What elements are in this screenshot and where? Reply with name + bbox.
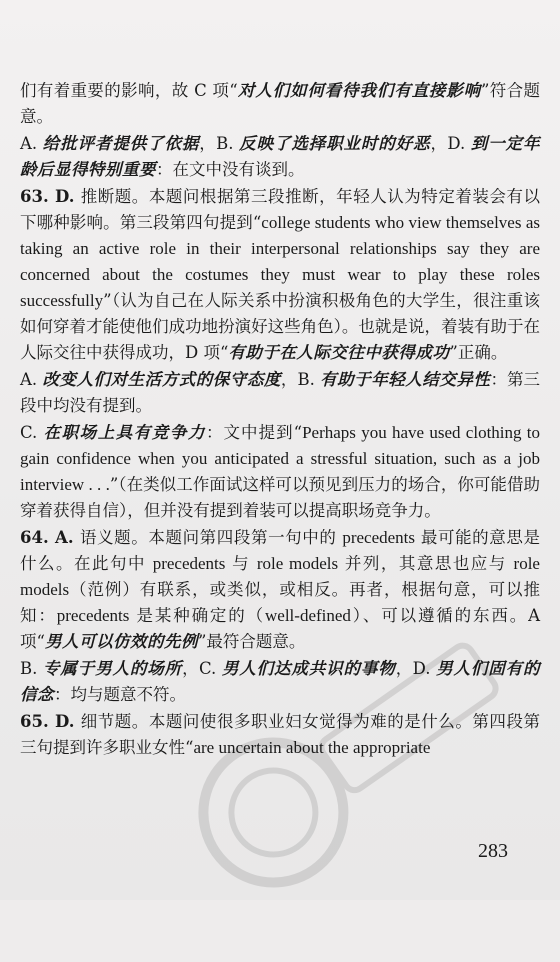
body-text: 推断题。本题问根据第三段推断，年轻人认为特定着装会有以下哪种影响。第三段第四句提到“ [20, 187, 540, 232]
option-text: 男人可以仿效的先例 [44, 632, 198, 651]
body-text: A. [20, 134, 43, 153]
body-text: ，D. [430, 134, 471, 153]
explanation-paragraph [20, 525, 540, 655]
explanation-paragraph [20, 656, 540, 708]
option-text: 有助于年轻人结交异性 [320, 370, 491, 389]
option-text: 专属于男人的场所 [43, 659, 183, 678]
body-text: ”最符合题意。 [197, 632, 306, 651]
body-text: ，B. [199, 134, 240, 153]
body-text: ，B. [280, 370, 321, 389]
english-quote: are uncertain about the appropriate [193, 738, 431, 757]
option-text: 有助于在人际交往中获得成功 [228, 343, 450, 362]
option-text: 到一定年龄后显得特别重要 [20, 134, 541, 179]
english-quote: precedents [56, 606, 130, 625]
option-text: 给批评者提供了依据 [42, 134, 200, 153]
english-quote: role models [256, 554, 339, 573]
body-text: ，C. [182, 659, 222, 678]
explanation-paragraph [20, 131, 540, 183]
body-text: 细节题。本题问使很多职业妇女觉得为难的是什么。第四段第三句提到许多职业女性“ [20, 712, 540, 757]
body-text: ：在文中没有谈到。 [156, 160, 305, 179]
body-text: ，D. [395, 659, 437, 678]
english-quote: Perhaps you have used clothing to gain confidence when you anticipated a stressful situation, such as a job interview . . . [20, 423, 541, 494]
english-quote: role models [20, 554, 540, 599]
body-text: 与 [225, 554, 257, 573]
explanation-paragraph [20, 367, 540, 419]
english-quote: well-defined [265, 606, 351, 625]
english-quote: precedents [152, 554, 226, 573]
body-text: 并列，其意思也应与 [338, 554, 514, 573]
option-text: 在职场上具有竞争力 [43, 423, 206, 442]
option-text: 改变人们对生活方式的保守态度 [42, 370, 281, 389]
question-number: 65. D. [20, 712, 81, 731]
body-text: 是某种确定的（ [129, 606, 266, 625]
explanation-paragraph [20, 420, 540, 524]
body-text: ：文中提到“ [205, 423, 303, 442]
option-text: 对人们如何看待我们有直接影响 [237, 81, 481, 100]
body-text: A. [20, 370, 43, 389]
english-quote: precedents [342, 528, 416, 547]
body-text: ”（认为自己在人际关系中扮演积极角色的大学生，很注重该如何穿着才能使他们成功地扮演好这些角色）。也就是说，着装有助于在人际交往中获得成功，D 项“ [20, 291, 540, 362]
explanation-paragraph [20, 78, 540, 130]
body-text: C. [20, 423, 44, 442]
body-text: 最可能的意思是什么。在此句中 [20, 528, 540, 573]
option-text: 男人们固有的信念 [20, 659, 541, 704]
body-text: ”符合题意。 [20, 81, 541, 126]
body-text: 们有着重要的影响，故 C 项“ [20, 81, 238, 100]
body-text: ”正确。 [449, 343, 508, 362]
explanation-paragraph [20, 184, 540, 366]
body-text: ”（在类似工作面试这样可以预见到压力的场合，你可能借助穿着获得自信），但并没有提到着装可以提高职场竞争力。 [20, 475, 541, 520]
answer-explanations [20, 78, 540, 761]
question-number: 63. D. [20, 187, 81, 206]
explanation-paragraph [20, 709, 540, 761]
body-text: （范例）有联系，或类似，或相反。再者，根据句意，可以推知： [20, 580, 540, 625]
english-quote: college students who view themselves as taking an active role in their interpersonal relationships say they are concerned about the costumes they must wear to play these roles successfully [20, 213, 541, 310]
body-text: 语义题。本题问第四段第一句中的 [79, 528, 343, 547]
option-text: 男人们达成共识的事物 [221, 659, 396, 678]
body-text: ：第三段中均没有提到。 [20, 370, 541, 415]
body-text: ）、可以遵循的东西。A 项“ [20, 606, 541, 651]
body-text: B. [20, 659, 43, 678]
body-text: ：均与题意不符。 [54, 685, 186, 704]
page-number: 283 [478, 840, 508, 862]
question-number: 64. A. [20, 528, 80, 547]
option-text: 反映了选择职业时的好恶 [239, 134, 431, 153]
